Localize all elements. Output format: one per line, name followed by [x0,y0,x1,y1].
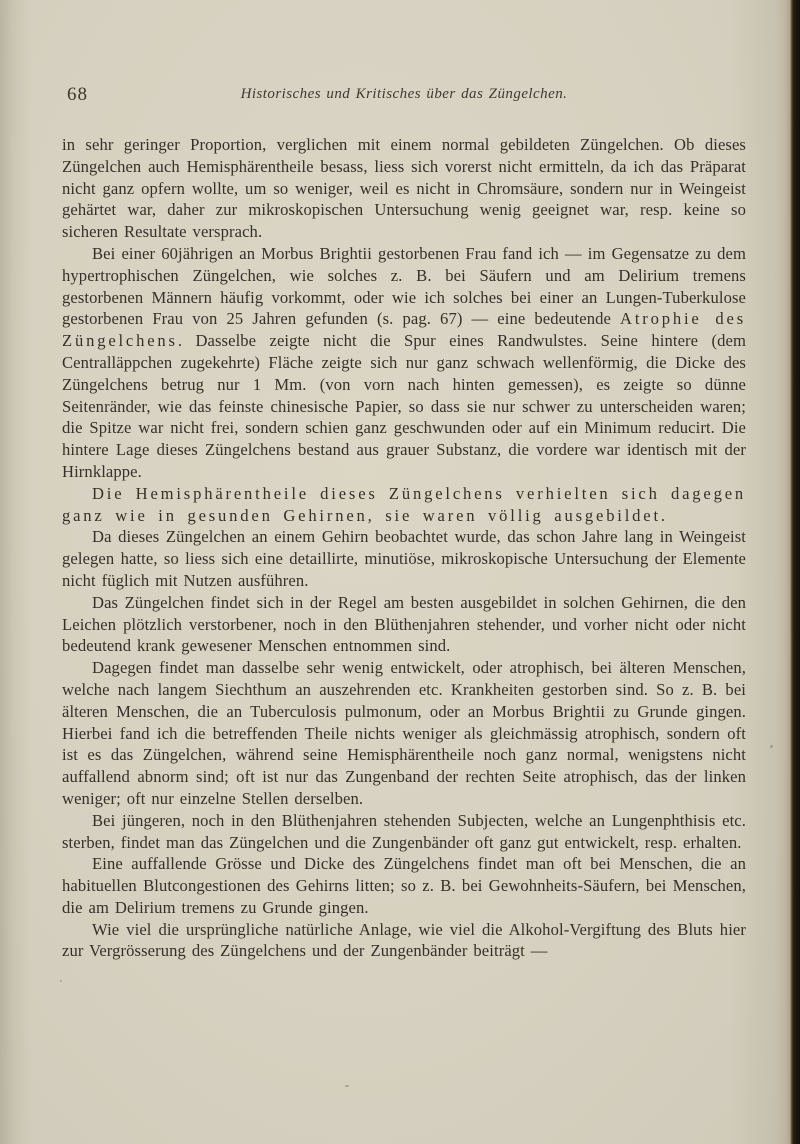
paragraph [62,657,746,810]
paragraph-text: Wie viel die ursprüngliche natürliche Anlage, wie viel die Alkohol-Vergiftung des Bluts hier zur Vergrösserung des Züngelchens und der Zungenbänder beiträgt — [62,919,746,961]
paragraph [62,853,746,918]
paragraph [62,243,746,483]
paper-speck [128,640,130,642]
paragraph [62,810,746,854]
paragraph-text: Eine auffallende Grösse und Dicke des Züngelchens findet man oft bei Menschen, die an habituellen Blutcongestionen des Gehirns litten; so z. B. bei Gewohnheits-Säufern, bei Menschen, die am Delirium tremens zu Grunde gingen. [62,854,746,917]
paragraph-text: Da dieses Züngelchen an einem Gehirn beobachtet wurde, das schon Jahre lang in Weingeist gelegen hatte, so liess sich eine detaillirte, minutiöse, mikroskopische Untersuchung der Elemente nicht füglich mit Nutzen ausführen. [62,527,746,590]
page-number: 68 [67,84,88,105]
paragraph-text: in sehr geringer Proportion, verglichen mit einem normal gebildeten Züngelchen. Ob dieses Züngelchen auch Hemisphärentheile besass, liess sich vorerst nicht ermitteln, da ich das Präparat nicht ganz opfern wollte, um so weniger, weil es nicht in Chromsäure, sondern nur in Weingeist gehärtet war, daher zur mikroskopischen Untersuchung wenig geeignet war, resp. keine so sicheren Resultate versprach. [62,135,746,242]
paper-speck [345,1085,349,1087]
page-header [0,0,800,112]
paragraph-text: Bei einer 60jährigen an Morbus Brightii gestorbenen Frau fand ich — im Gegensatze zu dem hypertrophischen Züngelchen, wie solches z. B. bei Säufern und am Delirium tremens gestorbenen Männern häufig vorkommt, oder wie ich solches bei einer an Lungen-Tuberkulose gestorbenen Frau von 25 Jahren gefunden (s. pag. 67) — eine bedeutende [62,243,746,329]
running-header: Historisches und Kritisches über das Züngelchen. [240,86,568,102]
paragraph-text: Dagegen findet man dasselbe sehr wenig entwickelt, oder atrophisch, bei älteren Menschen, welche nach langem Siechthum an auszehrenden etc. Krankheiten gestorben sind. So z. B. bei älteren Menschen, die an Tuberculosis pulmonum, oder an Morbus Brightii zu Grunde gingen. Hierbei fand ich die betreffenden Theile nichts weniger als gleichmässig atrophisch, sondern oft ist es das Züngelchen, während seine Hemisphärentheile noch ganz normal, wenigstens nicht auffallend abnorm sind; oft ist nur das Zungenband der rechten Seite atrophisch, das der linken weniger; oft nur einzelne Stellen derselben. [62,658,746,808]
paper-speck [60,980,62,982]
paragraph [62,919,746,963]
paragraph [62,526,746,591]
emphasized-spaced-text: Atrophie des Züngelchens [62,309,746,351]
paragraph [62,134,746,243]
paragraph-text: Das Züngelchen findet sich in der Regel am besten ausgebildet in solchen Gehirnen, die den Leichen plötzlich verstorbener, noch in den Blüthenjahren stehender, und vorher nicht oder nicht bedeutend krank gewesener Menschen entnommen sind. [62,592,746,656]
emphasized-spaced-text: Die Hemisphärentheile dieses Züngelchens verhielten sich dagegen ganz wie in gesunden Gehirnen, sie waren völlig ausgebildet. [62,483,746,525]
paper-speck [700,300,702,302]
paragraph-text: Bei jüngeren, noch in den Blüthenjahren stehenden Subjecten, welche an Lungenphthisis etc. sterben, findet man das Züngelchen und die Zungenbänder oft ganz gut entwickelt, resp. erhalten. [62,810,746,852]
paragraph-text: . Dasselbe zeigte nicht die Spur eines Randwulstes. Seine hintere (dem Centralläppchen zugekehrte) Fläche zeigte sich nur ganz schwach wellenförmig, die Dicke des Züngelchens betrug nur 1 Mm. (von vorn nach hinten gemessen), es zeigte so dünne Seitenränder, wie das feinste chinesische Papier, so dass sie nur schwer zu unterscheiden waren; die Spitze war nicht frei, sondern schien ganz geschwunden oder auf ein Minimum reducirt. Die hintere Lage dieses Züngelchens bestand aus grauer Substanz, die vordere war identisch mit der Hirnklappe. [62,331,746,481]
paper-speck [770,745,773,748]
paragraph [62,483,746,527]
paragraph [62,592,746,657]
page-body [62,134,746,962]
